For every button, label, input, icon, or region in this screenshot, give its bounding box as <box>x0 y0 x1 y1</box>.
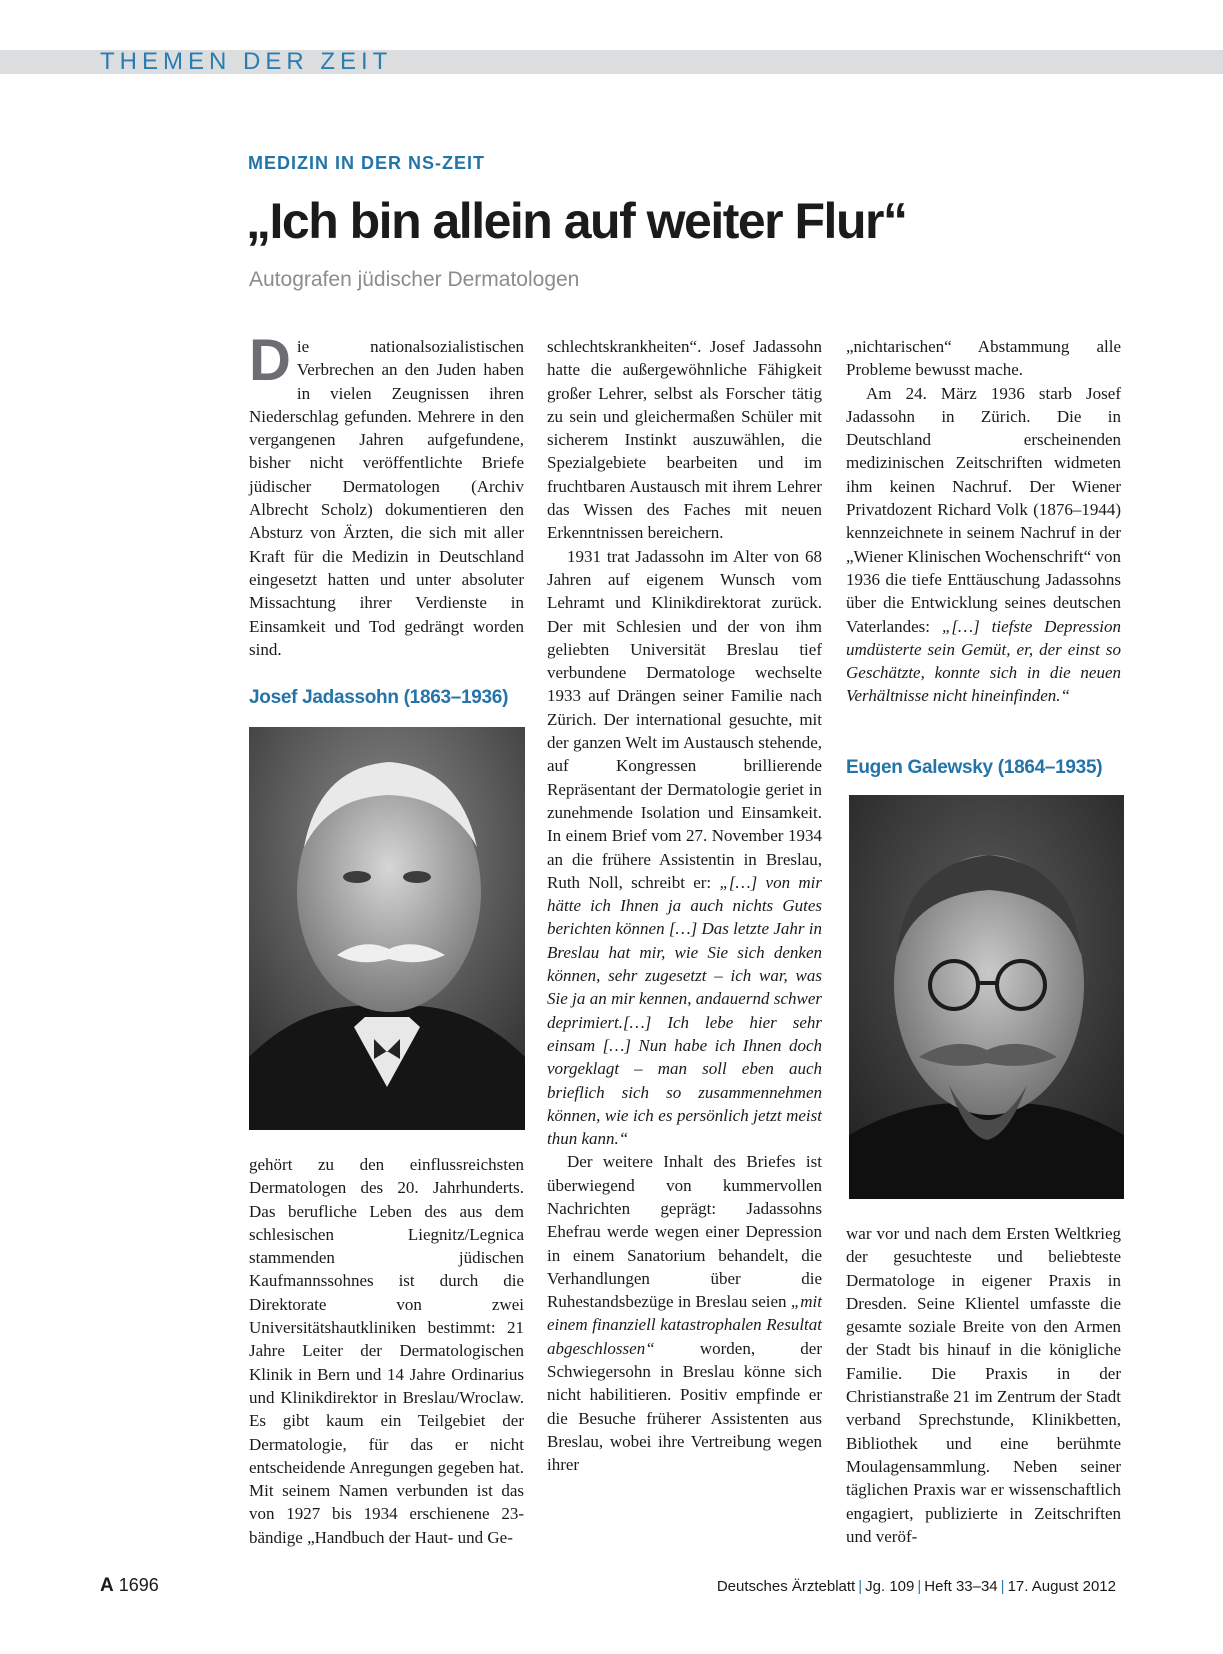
heading-galewsky: Eugen Galewsky (1864–1935) <box>846 757 1103 778</box>
journal-issue: Heft 33–34 <box>924 1578 998 1595</box>
section-label: THEMEN DER ZEIT <box>100 48 393 75</box>
paragraph-c2-3 <box>547 1150 822 1476</box>
paragraph-c2-1: schlechtskrankheiten“. Josef Jadassohn hatte die außergewöhnliche Fähigkeit großer Lehrer, selbst als Forscher tätig zu sein und gleichermaßen Schüler mit sicherem Instinkt auszuwählen, die Spezialgebiete bearbeiten und im fruchtbaren Austausch mit ihrem Lehrer das Wissen des Faches mit neuen Erkenntnissen bereichern. <box>547 337 822 543</box>
paragraph-galewsky-bio: war vor und nach dem Ersten Weltkrieg der gesuchteste und beliebteste Dermatologe in eigener Praxis in Dresden. Seine Klientel umfasste die gesamte soziale Breite von den Armen der Stadt bis hinauf in die königliche Familie. Die Praxis in der Christianstraße 21 im Zentrum der Stadt verband Sprechstunde, Klinikbetten, Bibliothek und eine berühmte Moulagensammlung. Neben seiner täglichen Praxis war er wissenschaftlich engagiert, publizierte in Zeitschriften und veröf- <box>846 1224 1121 1546</box>
footer-separator: | <box>1000 1578 1005 1595</box>
column-1-intro <box>249 328 524 661</box>
paragraph-c3-1: „nichtarischen“ Abstammung alle Probleme bewusst mache. <box>846 337 1121 380</box>
footer-separator: | <box>858 1578 863 1595</box>
quote-ruhestand: „mit einem finanziell katastrophalen Resultat abgeschlossen“ <box>547 1292 822 1358</box>
article-subtitle: Autografen jüdischer Dermatologen <box>249 268 580 291</box>
paragraph-c2-2 <box>547 545 822 1151</box>
article-title: „Ich bin allein auf weiter Flur“ <box>246 193 907 249</box>
paragraph-c3-2-text: Am 24. März 1936 starb Josef Jadassohn in Zürich. Die in Deutschland erscheinenden medizinischen Zeitschriften widmeten ihm keinen Nachruf. Der Wiener Privatdozent Richard Volk (1876–1944) kennzeichnete in seinem Nachruf in der „Wiener Klinischen Wochenschrift“ von 1936 die tiefe Enttäuschung Jadassohns über die Entwicklung seines deutschen Vaterlandes: <box>846 383 1121 636</box>
page-number-value: 1696 <box>118 1575 159 1595</box>
paragraph-c2-2-text: 1931 trat Jadassohn im Alter von 68 Jahren auf eigenem Wunsch vom Lehramt und Klinikdirektorat zurück. Der mit Schlesien und der von ihm geliebten Universität Breslau tief verbundene Dermatologe wechselte 1933 auf Drängen seiner Familie nach Zürich. Der international gesuchte, mit der ganzen Welt im Austausch stehende, auf Kongressen brillierende Repräsentant der Dermatologie geriet in zunehmende Isolation und Einsamkeit. In einem Brief vom 27. November 1934 an die frühere Assistentin in Breslau, Ruth Noll, schreibt er: <box>547 546 822 892</box>
page-prefix: A <box>100 1575 114 1596</box>
article-kicker: MEDIZIN IN DER NS-ZEIT <box>248 153 485 173</box>
portrait-jadassohn <box>249 727 525 1130</box>
column-3-body <box>846 1222 1121 1548</box>
page-number <box>100 1575 159 1597</box>
letter-quote-jadassohn: „[…] von mir hätte ich Ihnen ja auch nichts Gutes berichten können […] Das letzte Jahr in Breslau hat mir, wie Sie sich denken können, sehr zugesetzt – ich war, was Sie ja an mir kennen, andauernd schwer deprimiert.[…] Ich lebe hier sehr einsam […] Nun habe ich Ihnen doch vorgeklagt – man soll eben auch brieflich sich so zusammennehmen können, wie ich es persönlich jetzt meist thun kann.“ <box>547 872 822 1149</box>
drop-cap: D <box>249 328 291 393</box>
quote-volk: „[…] tiefste Depression umdüsterte sein Gemüt, er, der einst so Geschätzte, konnte sich in die neuen Verhältnisse nicht hineinfinden.“ <box>846 616 1121 706</box>
journal-volume: Jg. 109 <box>865 1578 915 1595</box>
journal-date: 17. August 2012 <box>1007 1578 1116 1595</box>
journal-footer <box>717 1578 1116 1595</box>
heading-jadassohn: Josef Jadassohn (1863–1936) <box>249 687 509 708</box>
paragraph-c2-3-b: worden, der Schwiegersohn in Breslau könne sich nicht habilitieren. Positiv empfinde er die Besuche früherer Assistenten aus Breslau, wobei ihre Vertreibung wegen ihrer <box>547 1338 822 1475</box>
footer-separator: | <box>917 1578 922 1595</box>
column-2 <box>547 335 822 1477</box>
journal-name: Deutsches Ärzteblatt <box>716 1578 856 1595</box>
intro-paragraph: ie nationalsozialistischen Verbrechen an den Juden haben in vielen Zeugnissen ihren Niederschlag gefunden. Mehrere in den vergangenen Jahren aufgefundene, bisher nicht veröffentlichte Briefe jüdischer Dermatologen (Archiv Albrecht Scholz) dokumentieren den Absturz von Ärzten, die sich mit aller Kraft für die Medizin in Deutschland eingesetzt hatten und unter absoluter Missachtung ihrer Verdienste in Einsamkeit und Tod gedrängt worden sind. <box>249 337 524 659</box>
paragraph-jadassohn-bio: gehört zu den einflussreichsten Dermatologen des 20. Jahrhunderts. Das berufliche Leben des aus dem schlesischen Liegnitz/Legnica stammenden jüdischen Kaufmannssohnes ist durch die Direktorate von zwei Universitätshautkliniken bestimmt: 21 Jahre Leiter der Dermatologischen Klinik in Bern und 14 Jahre Ordinarius und Klinikdirektor in Breslau/Wroclaw. Es gibt kaum ein Teilgebiet der Dermatologie, für das er nicht entscheidende Anregungen gegeben hat. Mit seinem Namen verbunden ist das von 1927 bis 1934 erschienene 23-bändige „Handbuch der Haut- und Ge- <box>249 1155 524 1547</box>
paragraph-c3-2 <box>846 382 1121 708</box>
portrait-galewsky <box>849 795 1124 1199</box>
column-3-top <box>846 335 1121 708</box>
paragraph-c2-3-a: Der weitere Inhalt des Briefes ist überwiegend von kummervollen Nachrichten geprägt: Jadassohns Ehefrau werde wegen einer Depression in einem Sanatorium behandelt, die Verhandlungen über die Ruhestandsbezüge in Breslau seien <box>547 1152 822 1312</box>
column-1-body <box>249 1153 524 1549</box>
